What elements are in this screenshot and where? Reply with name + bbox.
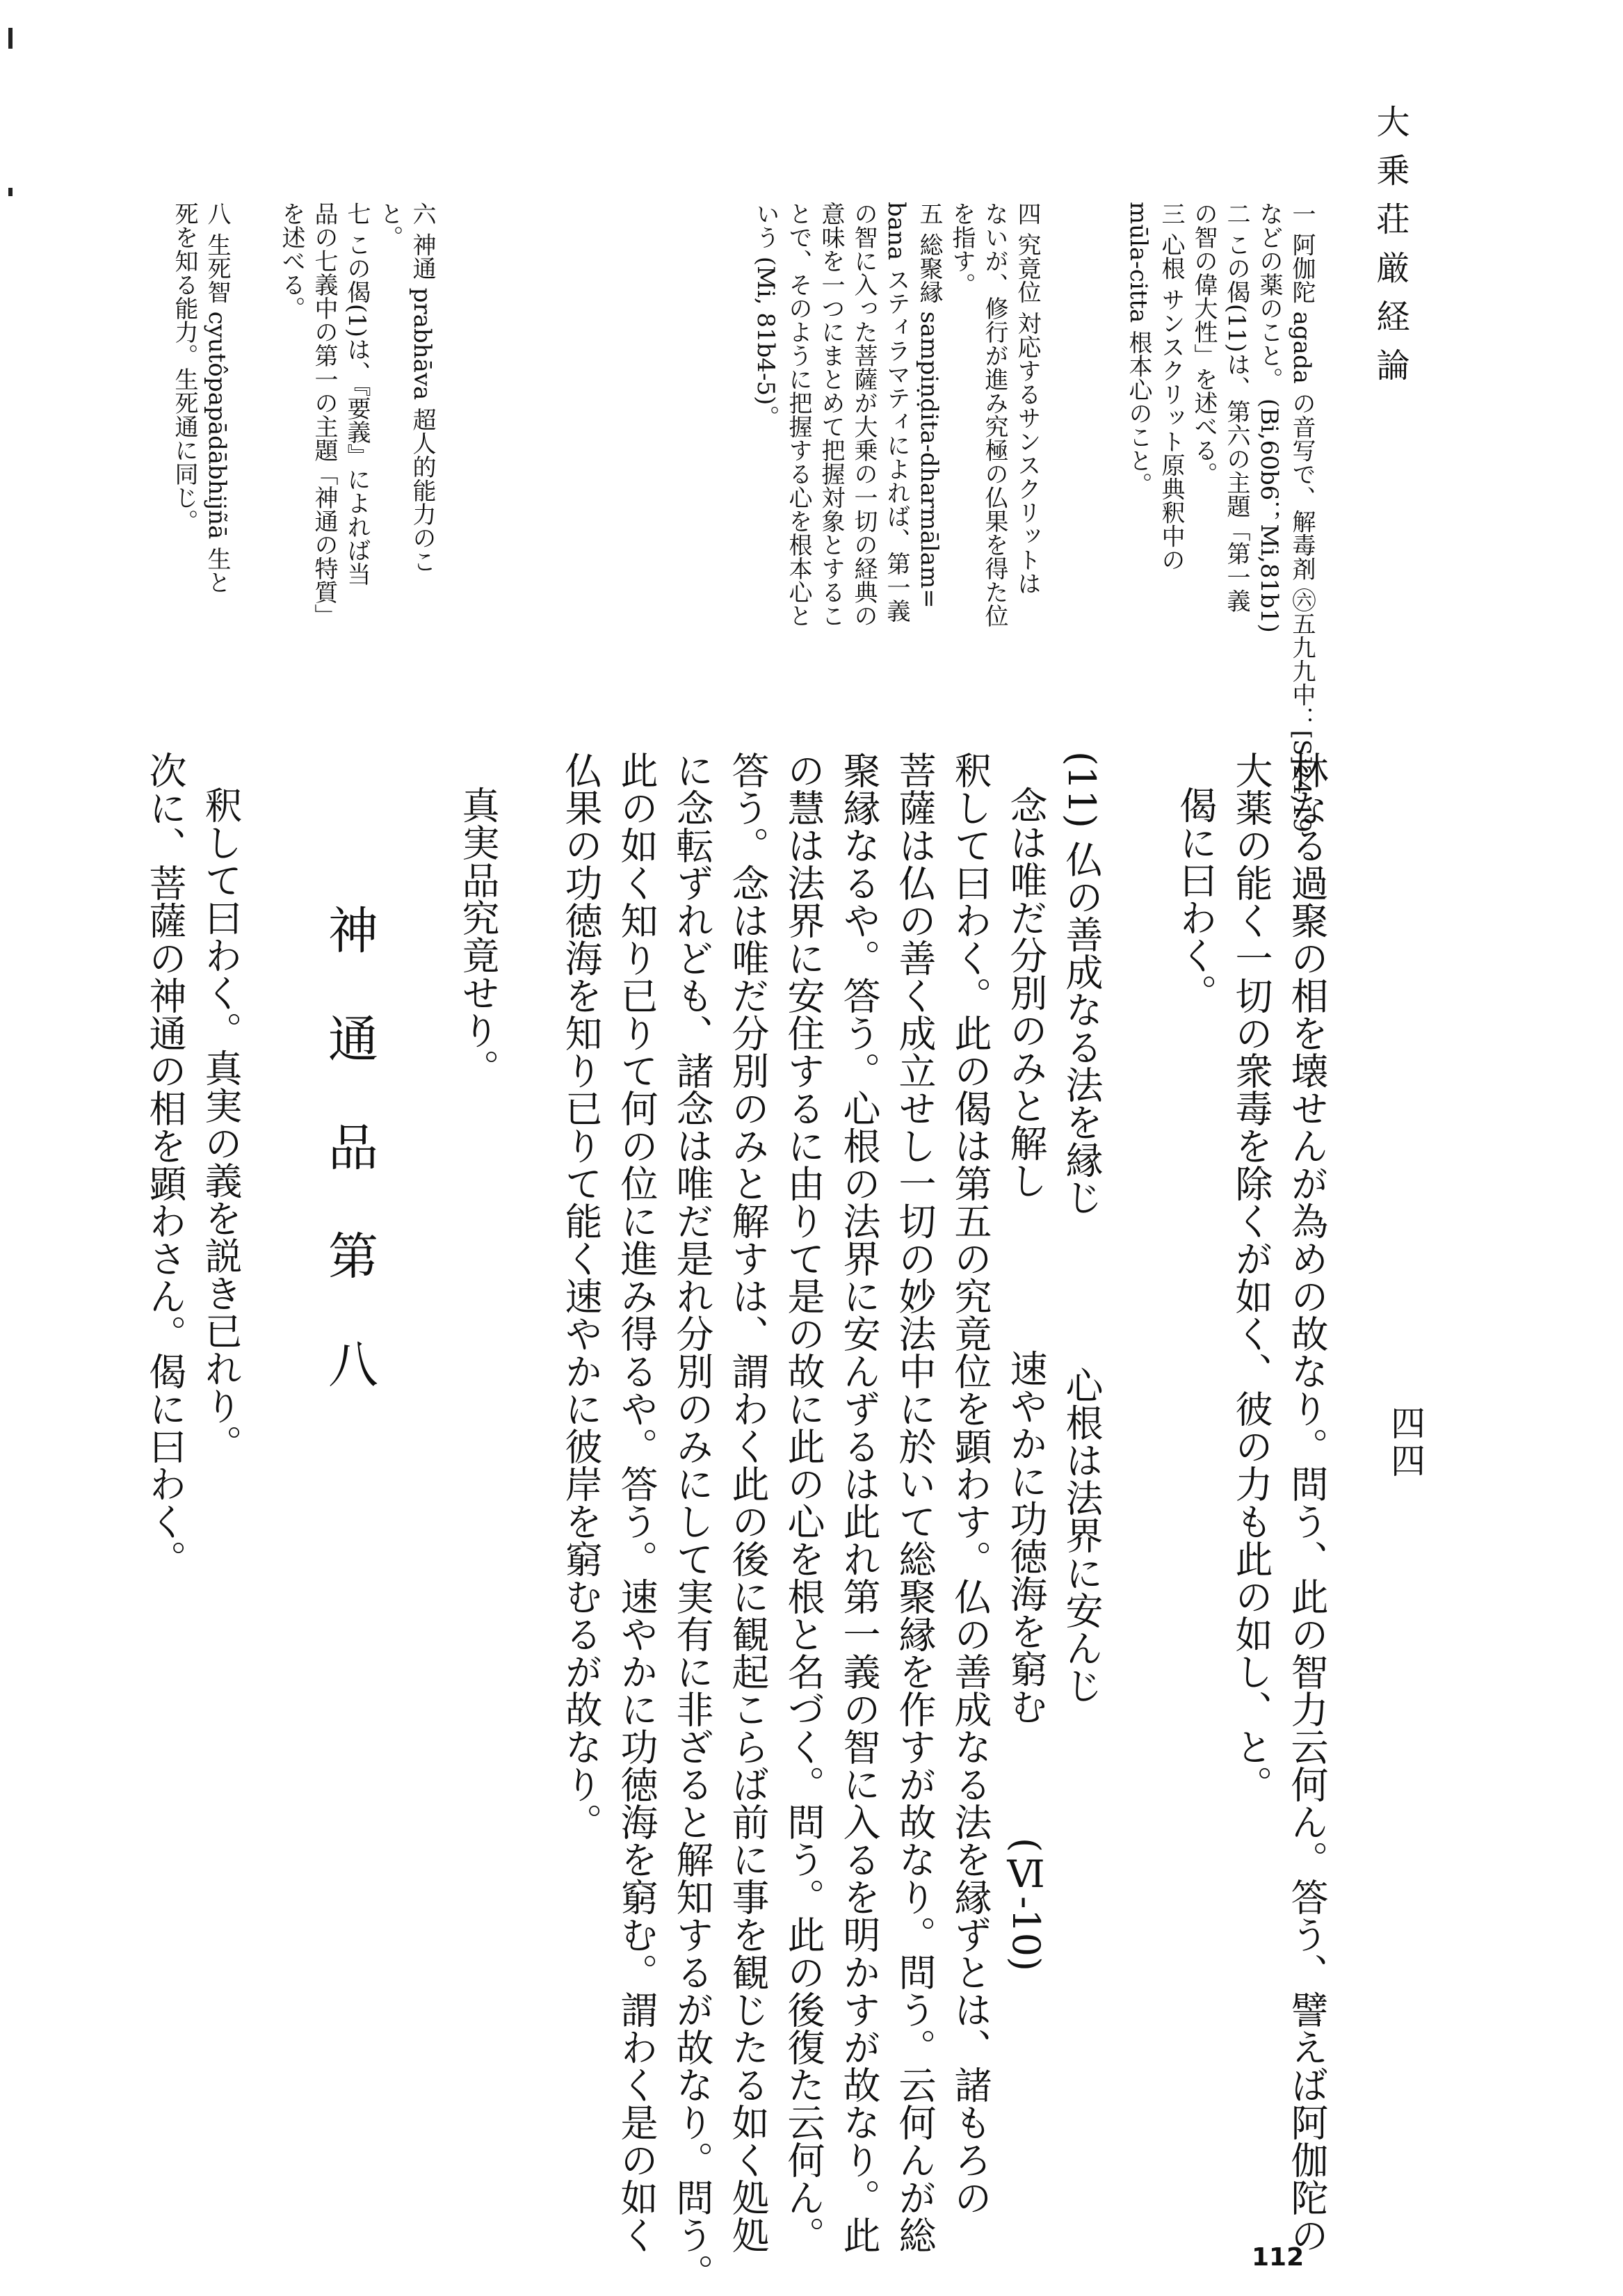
chapter-text-line: 釈して曰わく。真実の義を説き已れり。 [199,786,243,1462]
note-line: 五 総聚縁 sampiṇḍita-dharmālam= [915,202,943,609]
note-line: を指す。 [948,202,976,296]
running-header-title: 大乗荘厳経論 [1371,104,1410,396]
note-line: などの薬のこと。 (Bi,60b6；Mi,81b1) [1255,202,1283,633]
note-line: 三 心根 サンスクリット原典釈中の [1157,202,1185,572]
note-line: 死を知る能力。生死通に同じ。 [170,202,198,533]
note-line: ないが、修行が進み究極の仏果を得た位 [980,202,1008,627]
main-text-line: 答う。念は唯だ分別のみと解すは、謂わく此の後に観起こらば前に事を観じたる如く処処 [726,751,770,2254]
main-text-line: 真実品究竟せり。 [456,786,500,1086]
chapter-text-line: 次に、菩薩の神通の相を顕わさん。偈に曰わく。 [143,751,187,1578]
main-text-line: 菩薩は仏の善く成立せし一切の妙法中に於いて総聚縁を作すが故なり。問う。云何んが総 [893,751,937,2254]
main-text-line: 偈に曰わく。 [1174,786,1218,1011]
note-line: の智に入った菩薩が大乗の一切の経典の [850,202,878,627]
main-text-line: 大薬の能く一切の衆毒を除くが如く、彼の力も此の如し、と。 [1229,751,1273,1803]
note-line: bana スティラマティによれば、第一義 [882,202,910,623]
main-text-line: 仏果の功徳海を知り已りて能く速やかに彼岸を窮むるが故なり。 [559,751,603,1840]
note-line: 品の七義中の第一の主題「神通の特質」 [310,202,338,627]
note-line: と。 [376,202,403,249]
main-text-line: 林なる過聚の相を壊せんが為めの故なり。問う、此の智力云何ん。答う、譬えば阿伽陀の [1285,751,1329,2254]
note-line: 意味を一つにまとめて把握対象とするこ [817,202,845,627]
main-text-line: 聚縁なるや。答う。心根の法界に安んずるは此れ第一義の智に入るを明かすが故なり。此 [837,751,881,2254]
note-line: 六 神通 prabhāva 超人的能力のこ [408,202,436,574]
page-number: 112 [1252,2243,1305,2272]
verse-line: 念は唯だ分別のみと解し 速やかに功徳海を窮む (Ⅵ-10) [1004,786,1048,1972]
verse-line: (11) 仏の善成なる法を縁じ 心根は法界に安んじ [1060,751,1104,1705]
note-line: 一 阿伽陀 agada の音写で、解毒剤 ㊅五九九中：[S]24,19 [1288,202,1316,833]
main-text-line: の慧は法界に安住するに由りて是の故に此の心を根と名づく。問う。此の後復た云何ん。 [782,751,825,2254]
note-line: 七 この偈(1)は、『要義』によれば当 [343,202,371,586]
note-line: 八 生死智 cyutôpapādābhijñā 生と [203,202,231,595]
note-line: の智の偉大性」を述べる。 [1190,202,1218,485]
note-line: とで、そのように把握する心を根本心と [784,202,812,627]
note-line: いう (Mi, 81b4-5)。 [752,202,780,429]
folio-number: 四四 [1385,1405,1426,1480]
note-line: mūla-citta 根本心のこと。 [1124,202,1152,497]
main-text-line: に念転ずれども、諸念は唯だ是れ分別のみにして実有に非ざると解知するが故なり。問う。 [670,751,714,2291]
margin-mark [8,28,13,49]
note-line: 四 究竟位 対応するサンスクリットは [1013,202,1041,595]
main-text-line: 釈して曰わく。此の偈は第五の究竟位を顕わす。仏の善成なる法を縁ずとは、諸もろの [948,751,992,2216]
margin-mark [8,188,13,196]
chapter-title: 神通品第八 [320,904,378,1447]
note-line: 二 この偈(11)は、第六の主題「第一義 [1222,202,1250,613]
note-line: を述べる。 [277,202,305,320]
main-text-line: 此の如く知り已りて何の位に進み得るや。答う。速やかに功徳海を窮む。謂わく是の如く [615,751,659,2254]
